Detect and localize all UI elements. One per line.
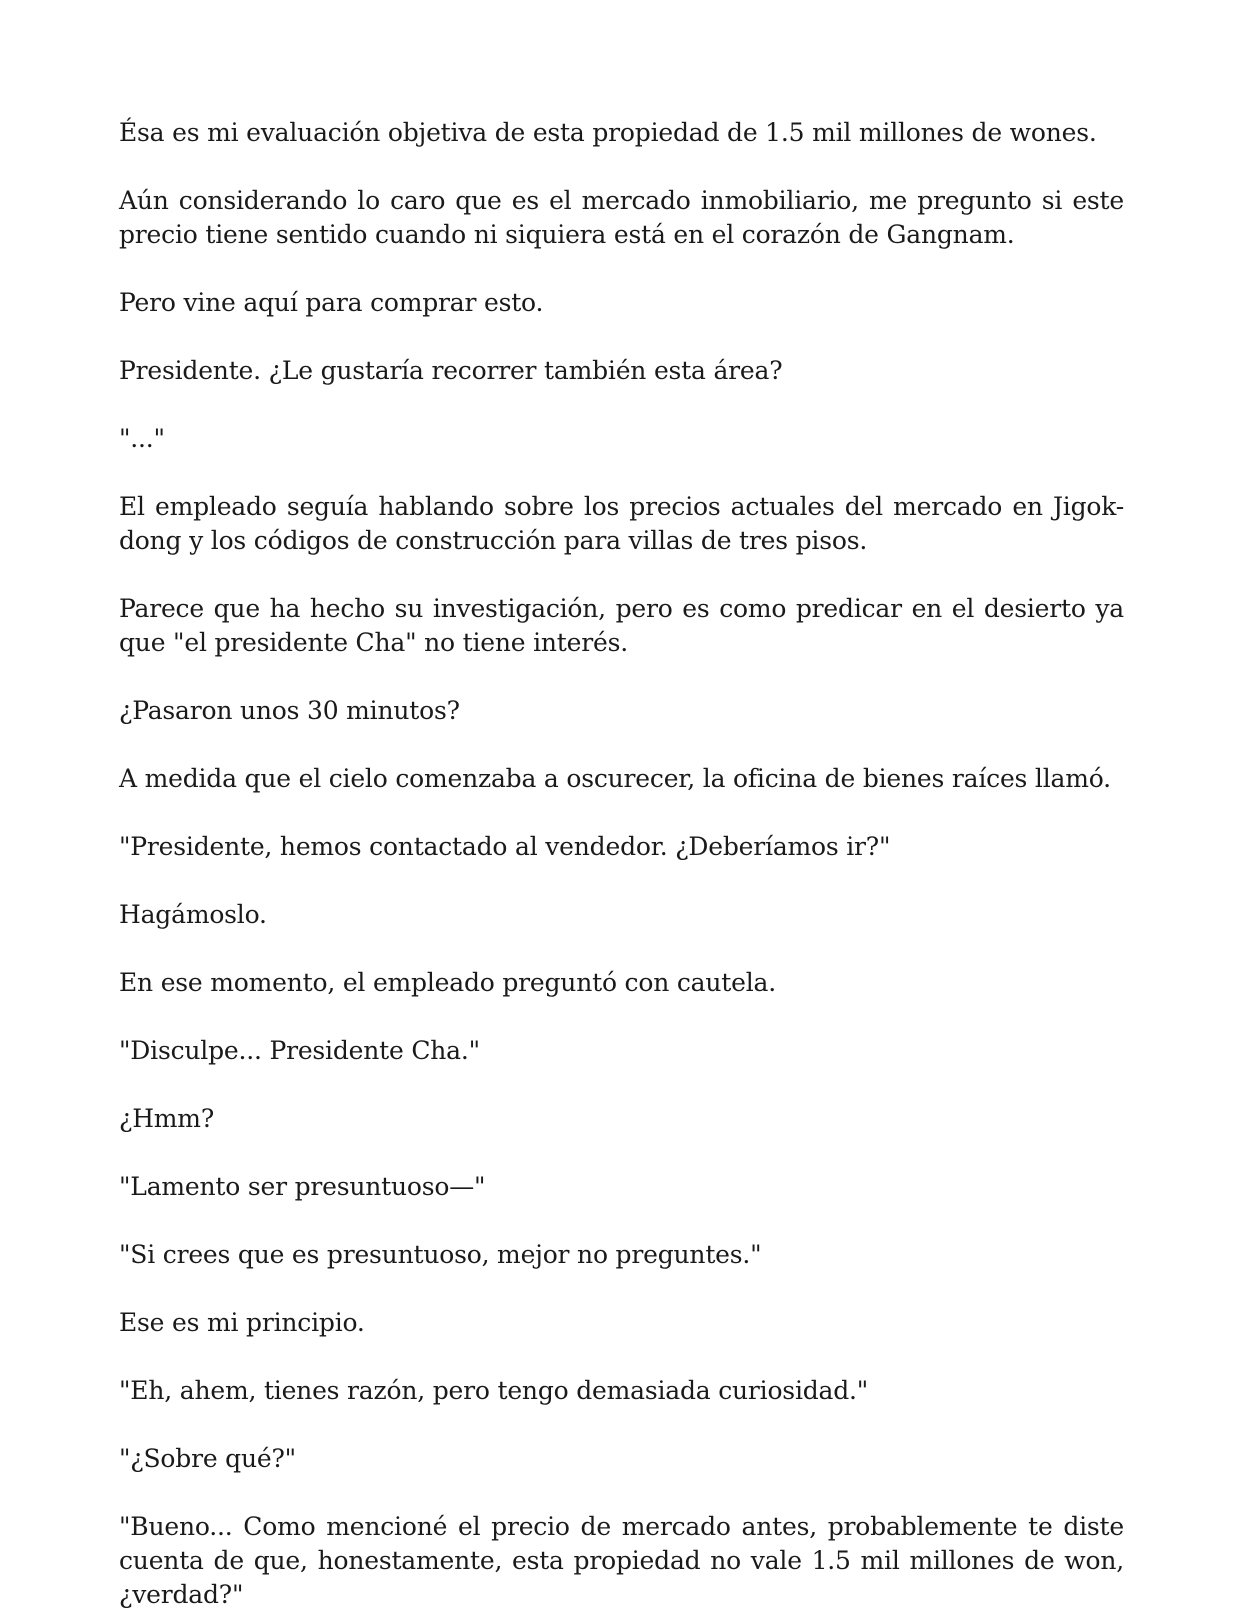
paragraph: Hagámoslo.	[119, 900, 267, 929]
paragraph: "¿Sobre qué?"	[119, 1444, 296, 1473]
paragraph: Ese es mi principio.	[119, 1308, 365, 1337]
paragraph: ¿Hmm?	[119, 1104, 215, 1133]
document-body	[119, 116, 1124, 1617]
paragraph: Aún considerando lo caro que es el mercado inmobiliario, me pregunto si este precio tiene sentido cuando ni siquiera está en el corazón de Gangnam.	[119, 186, 1124, 249]
paragraph: Pero vine aquí para comprar esto.	[119, 288, 544, 317]
paragraph: El empleado seguía hablando sobre los precios actuales del mercado en Jigok-dong y los códigos de construcción para villas de tres pisos.	[119, 492, 1124, 555]
paragraph: Presidente. ¿Le gustaría recorrer también esta área?	[119, 356, 783, 385]
paragraph: En ese momento, el empleado preguntó con cautela.	[119, 968, 776, 997]
paragraph: Parece que ha hecho su investigación, pero es como predicar en el desierto ya que "el presidente Cha" no tiene interés.	[119, 594, 1124, 657]
paragraph: "..."	[119, 424, 165, 453]
paragraph: ¿Pasaron unos 30 minutos?	[119, 696, 460, 725]
paragraph: Ésa es mi evaluación objetiva de esta propiedad de 1.5 mil millones de wones.	[119, 118, 1097, 147]
paragraph: "Disculpe... Presidente Cha."	[119, 1036, 480, 1065]
paragraph: "Eh, ahem, tienes razón, pero tengo demasiada curiosidad."	[119, 1376, 869, 1405]
paragraph: "Lamento ser presuntuoso—"	[119, 1172, 486, 1201]
paragraph: A medida que el cielo comenzaba a oscurecer, la oficina de bienes raíces llamó.	[119, 764, 1111, 793]
paragraph: "Presidente, hemos contactado al vendedor. ¿Deberíamos ir?"	[119, 832, 891, 861]
paragraph: "Si crees que es presuntuoso, mejor no preguntes."	[119, 1240, 762, 1269]
paragraph: "Bueno... Como mencioné el precio de mercado antes, probablemente te diste cuenta de que, honestamente, esta propiedad no vale 1.5 mil millones de won, ¿verdad?"	[119, 1512, 1124, 1609]
